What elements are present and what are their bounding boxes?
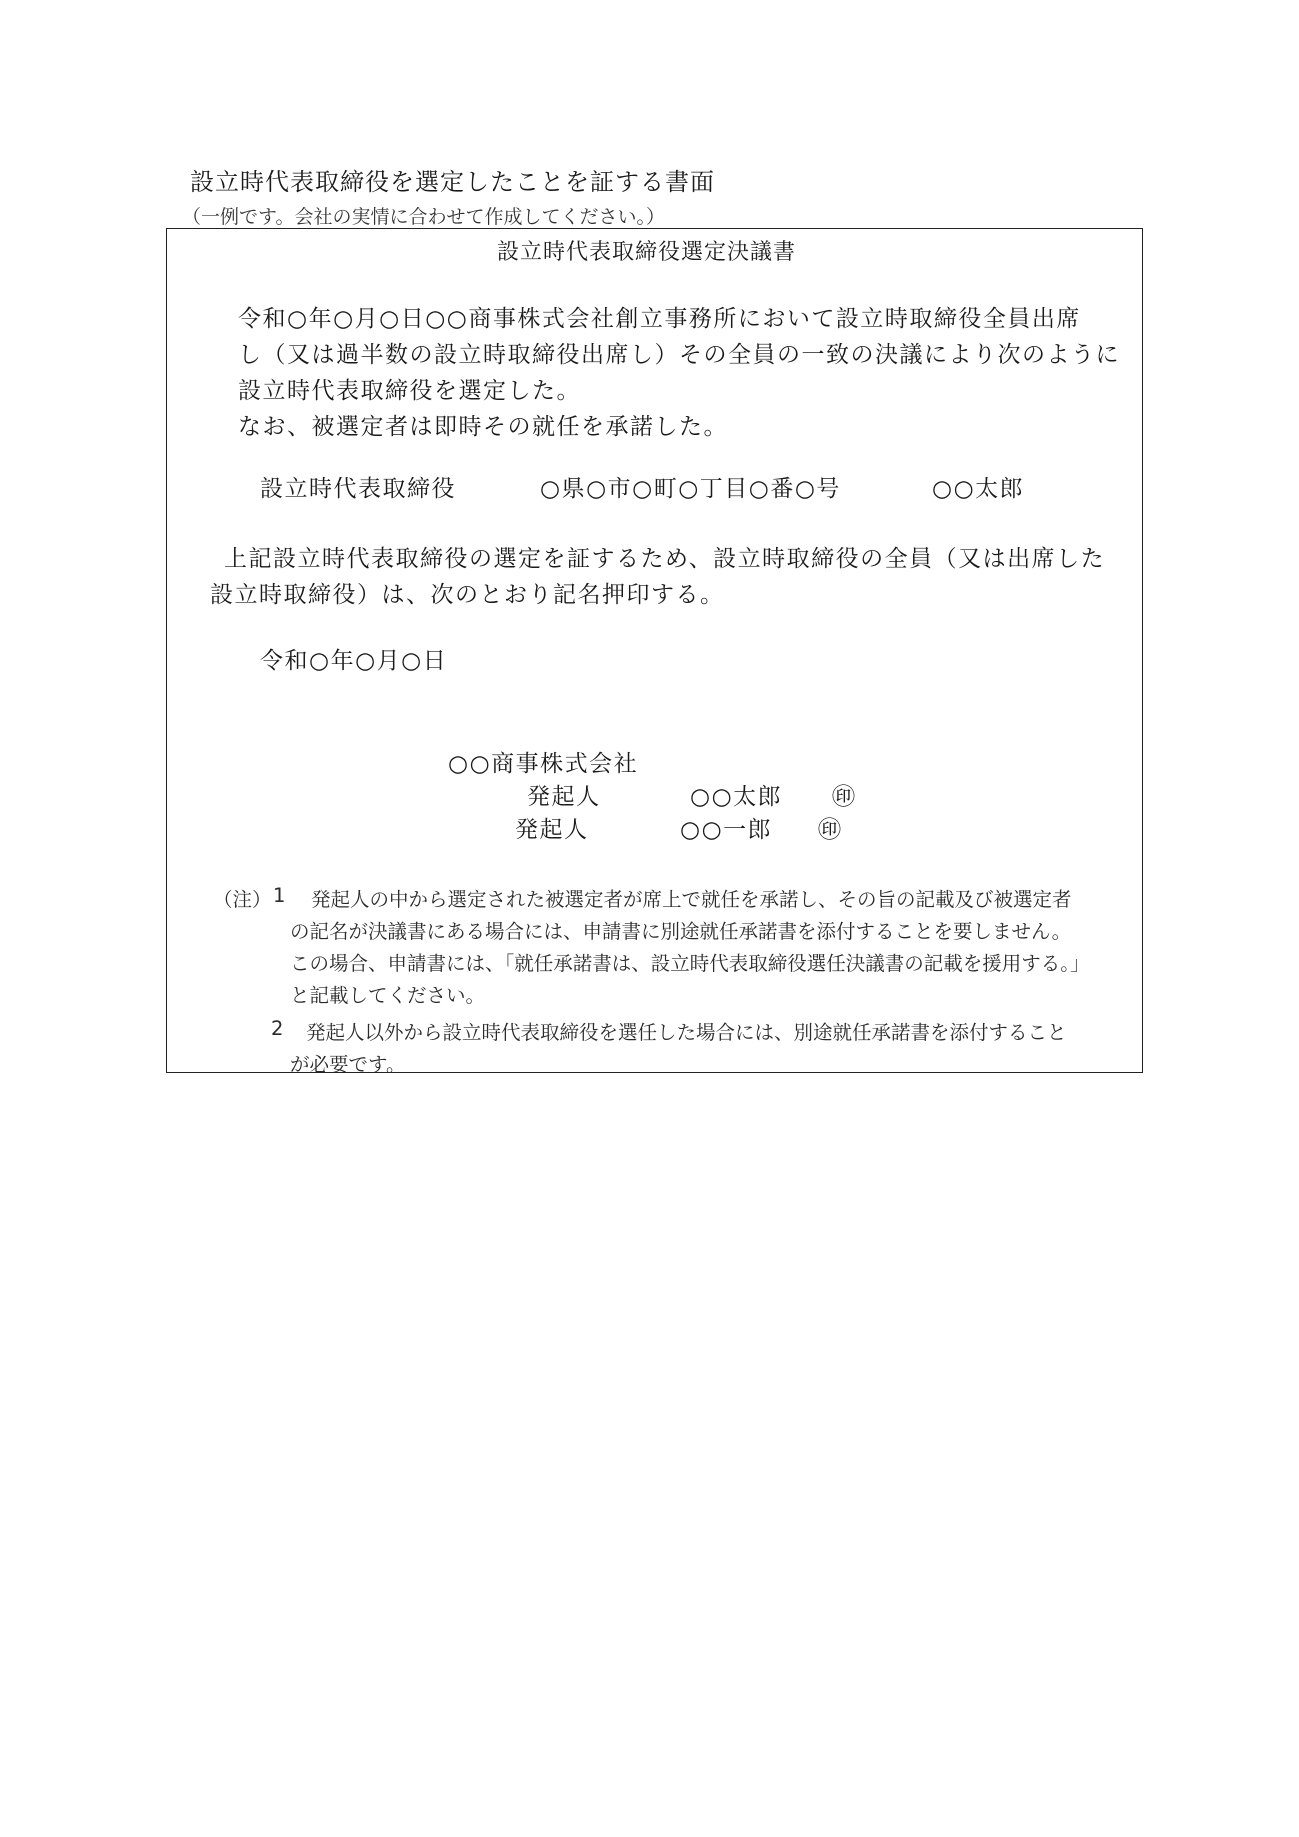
paragraph-1-line: 設立時代表取締役を選定した。 [238, 378, 581, 404]
note-line: と記載してください。 [290, 984, 486, 1007]
promoter-name: ○○一郎 [680, 817, 773, 843]
seal-mark-icon: ㊞ [832, 784, 857, 810]
resolution-date: 令和○年○月○日 [260, 648, 448, 674]
note-line: が必要です。 [290, 1053, 406, 1076]
note-line: 発起人の中から選定された被選定者が席上で就任を承諾し、その旨の記載及び被選定者 [311, 888, 1072, 911]
representative-role: 設立時代表取締役 [260, 476, 456, 502]
paragraph-1-line: し（又は過半数の設立時取締役出席し）その全員の一致の決議により次のように [238, 342, 1120, 368]
paragraph-2-line: 設立時取締役）は、次のとおり記名押印する。 [210, 582, 725, 608]
paragraph-1-line: 令和○年○月○日○○商事株式会社創立事務所において設立時取締役全員出席 [238, 306, 1081, 332]
document-title: 設立時代表取締役を選定したことを証する書面 [190, 168, 715, 196]
note-number: 1 [273, 884, 286, 907]
note-line: この場合、申請書には、「就任承諾書は、設立時代表取締役選任決議書の記載を援用する。」 [290, 952, 1090, 975]
note-line: 発起人以外から設立時代表取締役を選任した場合には、別途就任承諾書を添付すること [306, 1021, 1067, 1044]
representative-name: ○○太郎 [932, 476, 1025, 502]
notes-label: （注） [213, 888, 272, 911]
company-name: ○○商事株式会社 [448, 751, 639, 777]
promoter-role: 発起人 [515, 817, 589, 843]
seal-mark-icon: ㊞ [818, 817, 843, 843]
note-line: の記名が決議書にある場合には、申請書に別途就任承諾書を添付することを要しません。 [290, 920, 1072, 943]
document-subtitle: （一例です。会社の実情に合わせて作成してください。） [182, 206, 665, 228]
paragraph-2-line: 上記設立時代表取締役の選定を証するため、設立時取締役の全員（又は出席した [224, 546, 1106, 572]
promoter-name: ○○太郎 [690, 784, 783, 810]
promoter-role: 発起人 [527, 784, 601, 810]
paragraph-1-line: なお、被選定者は即時その就任を承諾した。 [238, 414, 728, 440]
resolution-heading: 設立時代表取締役選定決議書 [497, 240, 797, 265]
representative-address: ○県○市○町○丁目○番○号 [540, 476, 841, 502]
note-number: 2 [271, 1017, 284, 1040]
